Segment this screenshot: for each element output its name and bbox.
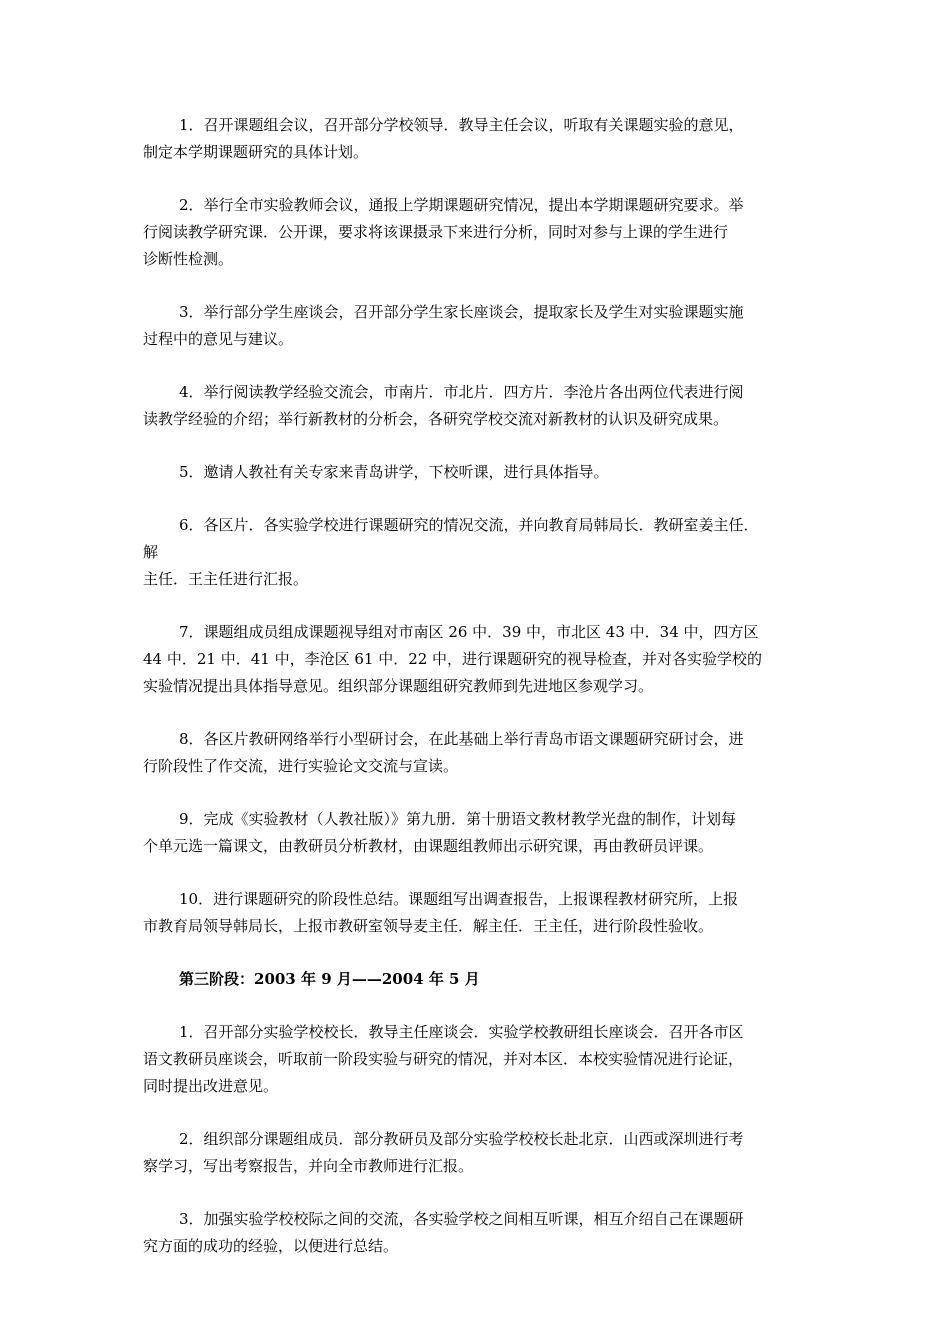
- paragraph-item-7: [143, 619, 818, 700]
- text-line: 行阅读教学研究课．公开课，要求将该课摄录下来进行分析，同时对参与上课的学生进行: [143, 223, 729, 241]
- text-line: 3．加强实验学校校际之间的交流，各实验学校之间相互听课，相互介绍自己在课题研: [179, 1210, 744, 1228]
- text-line: 市教育局领导韩局长，上报市教研室领导麦主任．解主任．王主任，进行阶段性验收。: [143, 917, 714, 935]
- text-line: 7．课题组成员组成课题视导组对市南区 26 中．39 中，市北区 43 中．34 中，四方区: [179, 623, 759, 641]
- text-line: 语文教研员座谈会，听取前一阶段实验与研究的情况，并对本区．本校实验情况进行论证，: [143, 1050, 744, 1068]
- text-line: 3．举行部分学生座谈会，召开部分学生家长座谈会，提取家长及学生对实验课题实施: [179, 303, 744, 321]
- text-line: 实验情况提出具体指导意见。组织部分课题组研究教师到先进地区参观学习。: [143, 677, 654, 695]
- text-line: 1．召开课题组会议，召开部分学校领导．教导主任会议，听取有关课题实验的意见，: [179, 116, 744, 134]
- paragraph-item-8: [143, 726, 818, 780]
- text-line: 过程中的意见与建议。: [143, 330, 294, 348]
- section-heading-stage3: 第三阶段：2003 年 9 月——2004 年 5 月: [179, 970, 480, 988]
- paragraph-item-4: [143, 379, 818, 433]
- text-line: 读教学经验的介绍；举行新教材的分析会，各研究学校交流对新教材的认识及研究成果。: [143, 410, 729, 428]
- paragraph-stage3-item-1: [143, 1019, 818, 1100]
- text-line: 解: [143, 543, 159, 561]
- text-line: 8．各区片教研网络举行小型研讨会，在此基础上举行青岛市语文课题研究研讨会，进: [179, 730, 744, 748]
- text-line: 个单元选一篇课文，由教研员分析教材，由课题组教师出示研究课，再由教研员评课。: [143, 837, 714, 855]
- paragraph-item-5: [143, 459, 818, 486]
- text-line: 2．举行全市实验教师会议，通报上学期课题研究情况，提出本学期课题研究要求。举: [179, 196, 744, 214]
- document-page: [143, 112, 818, 1260]
- text-line: 行阶段性了作交流，进行实验论文交流与宣读。: [143, 757, 459, 775]
- text-line: 究方面的成功的经验，以便进行总结。: [143, 1237, 399, 1255]
- text-line: 6．各区片．各实验学校进行课题研究的情况交流，并向教育局韩局长．教研室姜主任．: [179, 516, 759, 534]
- paragraph-stage3-item-3: [143, 1206, 818, 1260]
- paragraph-stage3-item-2: [143, 1126, 818, 1180]
- text-line: 10．进行课题研究的阶段性总结。课题组写出调查报告，上报课程教材研究所，上报: [179, 890, 739, 908]
- paragraph-item-10: [143, 886, 818, 940]
- text-line: 9．完成《实验教材（人教社版）》第九册．第十册语文教材教学光盘的制作，计划每: [179, 810, 737, 828]
- paragraph-item-6: [143, 512, 818, 593]
- text-line: 5．邀请人教社有关专家来青岛讲学，下校听课，进行具体指导。: [179, 463, 609, 481]
- text-line: 1．召开部分实验学校校长．教导主任座谈会．实验学校教研组长座谈会．召开各市区: [179, 1023, 744, 1041]
- text-line: 诊断性检测。: [143, 250, 234, 268]
- paragraph-item-3: [143, 299, 818, 353]
- text-line: 主任．王主任进行汇报。: [143, 570, 309, 588]
- paragraph-item-2: [143, 192, 818, 273]
- text-line: 44 中．21 中．41 中，李沧区 61 中．22 中，进行课题研究的视导检查，并对各实验学校的: [143, 650, 763, 668]
- paragraph-item-1: [143, 112, 818, 166]
- text-line: 察学习，写出考察报告，并向全市教师进行汇报。: [143, 1157, 474, 1175]
- paragraph-item-9: [143, 806, 818, 860]
- text-line: 2．组织部分课题组成员．部分教研员及部分实验学校校长赴北京．山西或深圳进行考: [179, 1130, 744, 1148]
- text-line: 制定本学期课题研究的具体计划。: [143, 143, 369, 161]
- text-line: 同时提出改进意见。: [143, 1077, 279, 1095]
- text-line: 4．举行阅读教学经验交流会，市南片．市北片．四方片．李沧片各出两位代表进行阅: [179, 383, 744, 401]
